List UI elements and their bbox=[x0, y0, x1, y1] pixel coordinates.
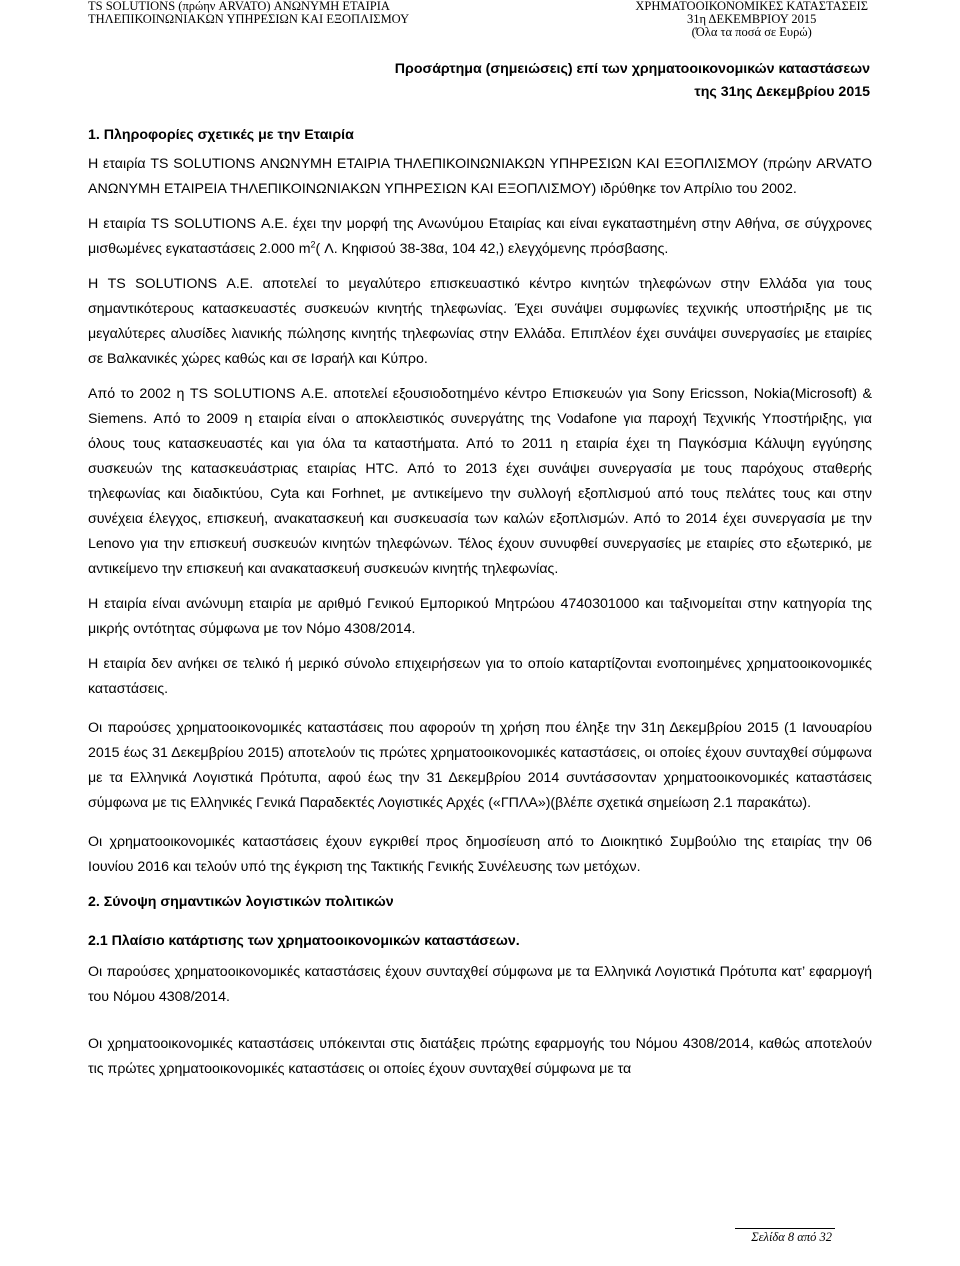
superscript-2: 2 bbox=[310, 239, 316, 250]
paragraph-company-registry: Η εταιρία είναι ανώνυμη εταιρία με αριθμό Γενικού Εμπορικού Μητρώου 4740301000 και ταξινομείται στην κατηγορία της μικρής οντότητας σύμφωνα με τον Νόμο 4308/2014. bbox=[88, 596, 872, 637]
section1-heading: 1. Πληροφορίες σχετικές με την Εταιρία bbox=[88, 127, 354, 143]
document-body bbox=[88, 58, 872, 1082]
header-report bbox=[635, 0, 868, 39]
paragraph-first-statements: Οι παρούσες χρηματοοικονομικές καταστάσεις που αφορούν τη χρήση που έληξε την 31η Δεκεμβρίου 2015 (1 Ιανουαρίου 2015 έως 31 Δεκεμβρίου 2015) αποτελούν τις πρώτες χρηματοοικονομικές καταστάσεις, οι οποίες έχουν συνταχθεί σύμφωνα με τα Ελληνικά Λογιστικά Πρότυπα, αφού έως την 31 Δεκεμβρίου 2014 συντάσσονταν χρηματοοικονομικές καταστάσεις σύμφωνα με τις Ελληνικές Γενικά Παραδεκτές Λογιστικές Αρχές («ΓΠΛΑ»)(βλέπε σχετικά σημείωση 2.1 παρακάτω). bbox=[88, 720, 872, 811]
paragraph-company-location bbox=[88, 212, 872, 262]
paragraph-approval: Οι χρηματοοικονομικές καταστάσεις έχουν εγκριθεί προς δημοσίευση από το Διοικητικό Συμβούλιο της εταιρίας την 06 Ιουνίου 2016 και τελούν υπό της έγκριση της Τακτικής Γενικής Συνέλευσης των μετόχων. bbox=[88, 834, 872, 875]
header-company-line1: TS SOLUTIONS (πρώην ARVATO) ΑΝΩΝΥΜΗ ΕΤΑΙΡΙΑ bbox=[88, 0, 390, 13]
paragraph-company-history: Από το 2002 η TS SOLUTIONS Α.Ε. αποτελεί εξουσιοδοτημένο κέντρο Επισκευών για Sony Ericsson, Nokia(Microsoft) & Siemens. Από το 2009 η εταιρία είναι ο αποκλειστικός συνεργάτης της Vodafone για παροχή Τεχνικής Υποστήριξης, για όλους τους κατασκευαστές και για όλα τα καταστήματα. Από το 2011 η εταιρία έχει τη Παγκόσμια Κάλυψη εγγύησης συσκευών της κατασκευάστριας εταιρίας HTC. Από το 2013 έχει συνάψει συνεργασία με τους παρόχους σταθερής τηλεφωνίας και διαδικτύου, Cyta και Forhnet, με αντικείμενο την συλλογή εξοπλισμού από τους πελάτες τους και στην συνέχεια έλεγχος, επισκευή, ανακατασκευή και συσκευασία των καλών εξοπλισμών. Από το 2014 έχει συνεργασία με την Lenovo για την επισκευή συσκευών κινητών τηλεφώνων. Τέλος έχουν συνυφθεί συνεργασίες με εταιρίες στο εξωτερικό, με αντικείμενο την επισκευή και ανακατασκευή συσκευών κινητής τηλεφωνίας. bbox=[88, 386, 872, 577]
header-report-line3: (Όλα τα ποσά σε Ευρώ) bbox=[691, 25, 812, 39]
header-report-line1: ΧΡΗΜΑΤΟΟΙΚΟΝΟΜΙΚΕΣ ΚΑΤΑΣΤΑΣΕΙΣ bbox=[635, 0, 868, 13]
document-title bbox=[88, 58, 872, 104]
document-title-line1: Προσάρτημα (σημειώσεις) επί των χρηματοοικονομικών καταστάσεων bbox=[394, 61, 870, 77]
paragraph-company-activity: Η TS SOLUTIONS Α.Ε. αποτελεί το μεγαλύτερο επισκευαστικό κέντρο κινητών τηλεφώνων στην Ελλάδα για τους σημαντικότερους κατασκευαστές συσκευών κινητής τηλεφωνίας. Έχει συνάψει συμφωνίες τεχνικής υποστήριξης με τις μεγαλύτερες αλυσίδες λιανικής πώλησης κινητής τηλεφωνίας στην Ελλάδα. Επιπλέον έχει συνάψει συνεργασίες με εταιρίες σε Βαλκανικές χώρες καθώς και σε Ισραήλ και Κύπρο. bbox=[88, 276, 872, 367]
footer-divider bbox=[735, 1228, 835, 1229]
paragraph-company-founding: Η εταιρία TS SOLUTIONS ΑΝΩΝΥΜΗ ΕΤΑΙΡΙΑ ΤΗΛΕΠΙΚΟΙΝΩΝΙΑΚΩΝ ΥΠΗΡΕΣΙΩΝ ΚΑΙ ΕΞΟΠΛΙΣΜΟΥ (πρώην ARVATO ΑΝΩΝΥΜΗ ΕΤΑΙΡΕΙΑ ΤΗΛΕΠΙΚΟΙΝΩΝΙΑΚΩΝ ΥΠΗΡΕΣΙΩΝ ΚΑΙ ΕΞΟΠΛΙΣΜΟΥ) ιδρύθηκε τον Απρίλιο του 2002. bbox=[88, 156, 872, 197]
header-company-line2: ΤΗΛΕΠΙΚΟΙΝΩΝΙΑΚΩΝ ΥΠΗΡΕΣΙΩΝ ΚΑΙ ΕΞΟΠΛΙΣΜΟΥ bbox=[88, 12, 410, 26]
header-company bbox=[88, 0, 409, 26]
page-number: Σελίδα 8 από 32 bbox=[751, 1230, 832, 1244]
paragraph-consolidation: Η εταιρία δεν ανήκει σε τελικό ή μερικό σύνολο επιχειρήσεων για το οποίο καταρτίζονται ενοποιημένες χρηματοοικονομικές καταστάσεις. bbox=[88, 656, 872, 697]
header-report-line2: 31η ΔΕΚΕΜΒΡΙΟΥ 2015 bbox=[686, 12, 817, 26]
section2-1-heading: 2.1 Πλαίσιο κατάρτισης των χρηματοοικονομικών καταστάσεων. bbox=[88, 933, 520, 949]
section2-heading: 2. Σύνοψη σημαντικών λογιστικών πολιτικών bbox=[88, 894, 394, 910]
paragraph-location-address: ( Λ. Κηφισού 38-38α, 104 42,) ελεγχόμενης πρόσβασης. bbox=[315, 241, 669, 257]
paragraph-framework: Οι παρούσες χρηματοοικονομικές καταστάσεις έχουν συνταχθεί σύμφωνα με τα Ελληνικά Λογιστικά Πρότυπα κατ’ εφαρμογή του Νόμου 4308/2014. bbox=[88, 964, 872, 1005]
document-title-line2: της 31ης Δεκεμβρίου 2015 bbox=[694, 84, 870, 100]
paragraph-first-application: Οι χρηματοοικονομικές καταστάσεις υπόκεινται στις διατάξεις πρώτης εφαρμογής του Νόμου 4308/2014, καθώς αποτελούν τις πρώτες χρηματοοικονομικές καταστάσεις οι οποίες έχουν συνταχθεί σύμφωνα με τα bbox=[88, 1036, 872, 1077]
paragraph-location-text: Η εταιρία TS SOLUTIONS Α.Ε. έχει την μορφή της Ανωνύμου Εταιρίας και είναι εγκαταστημένη στην Αθήνα, σε σύγχρονες μισθωμένες εγκαταστάσεις 2.000 m bbox=[88, 216, 872, 257]
